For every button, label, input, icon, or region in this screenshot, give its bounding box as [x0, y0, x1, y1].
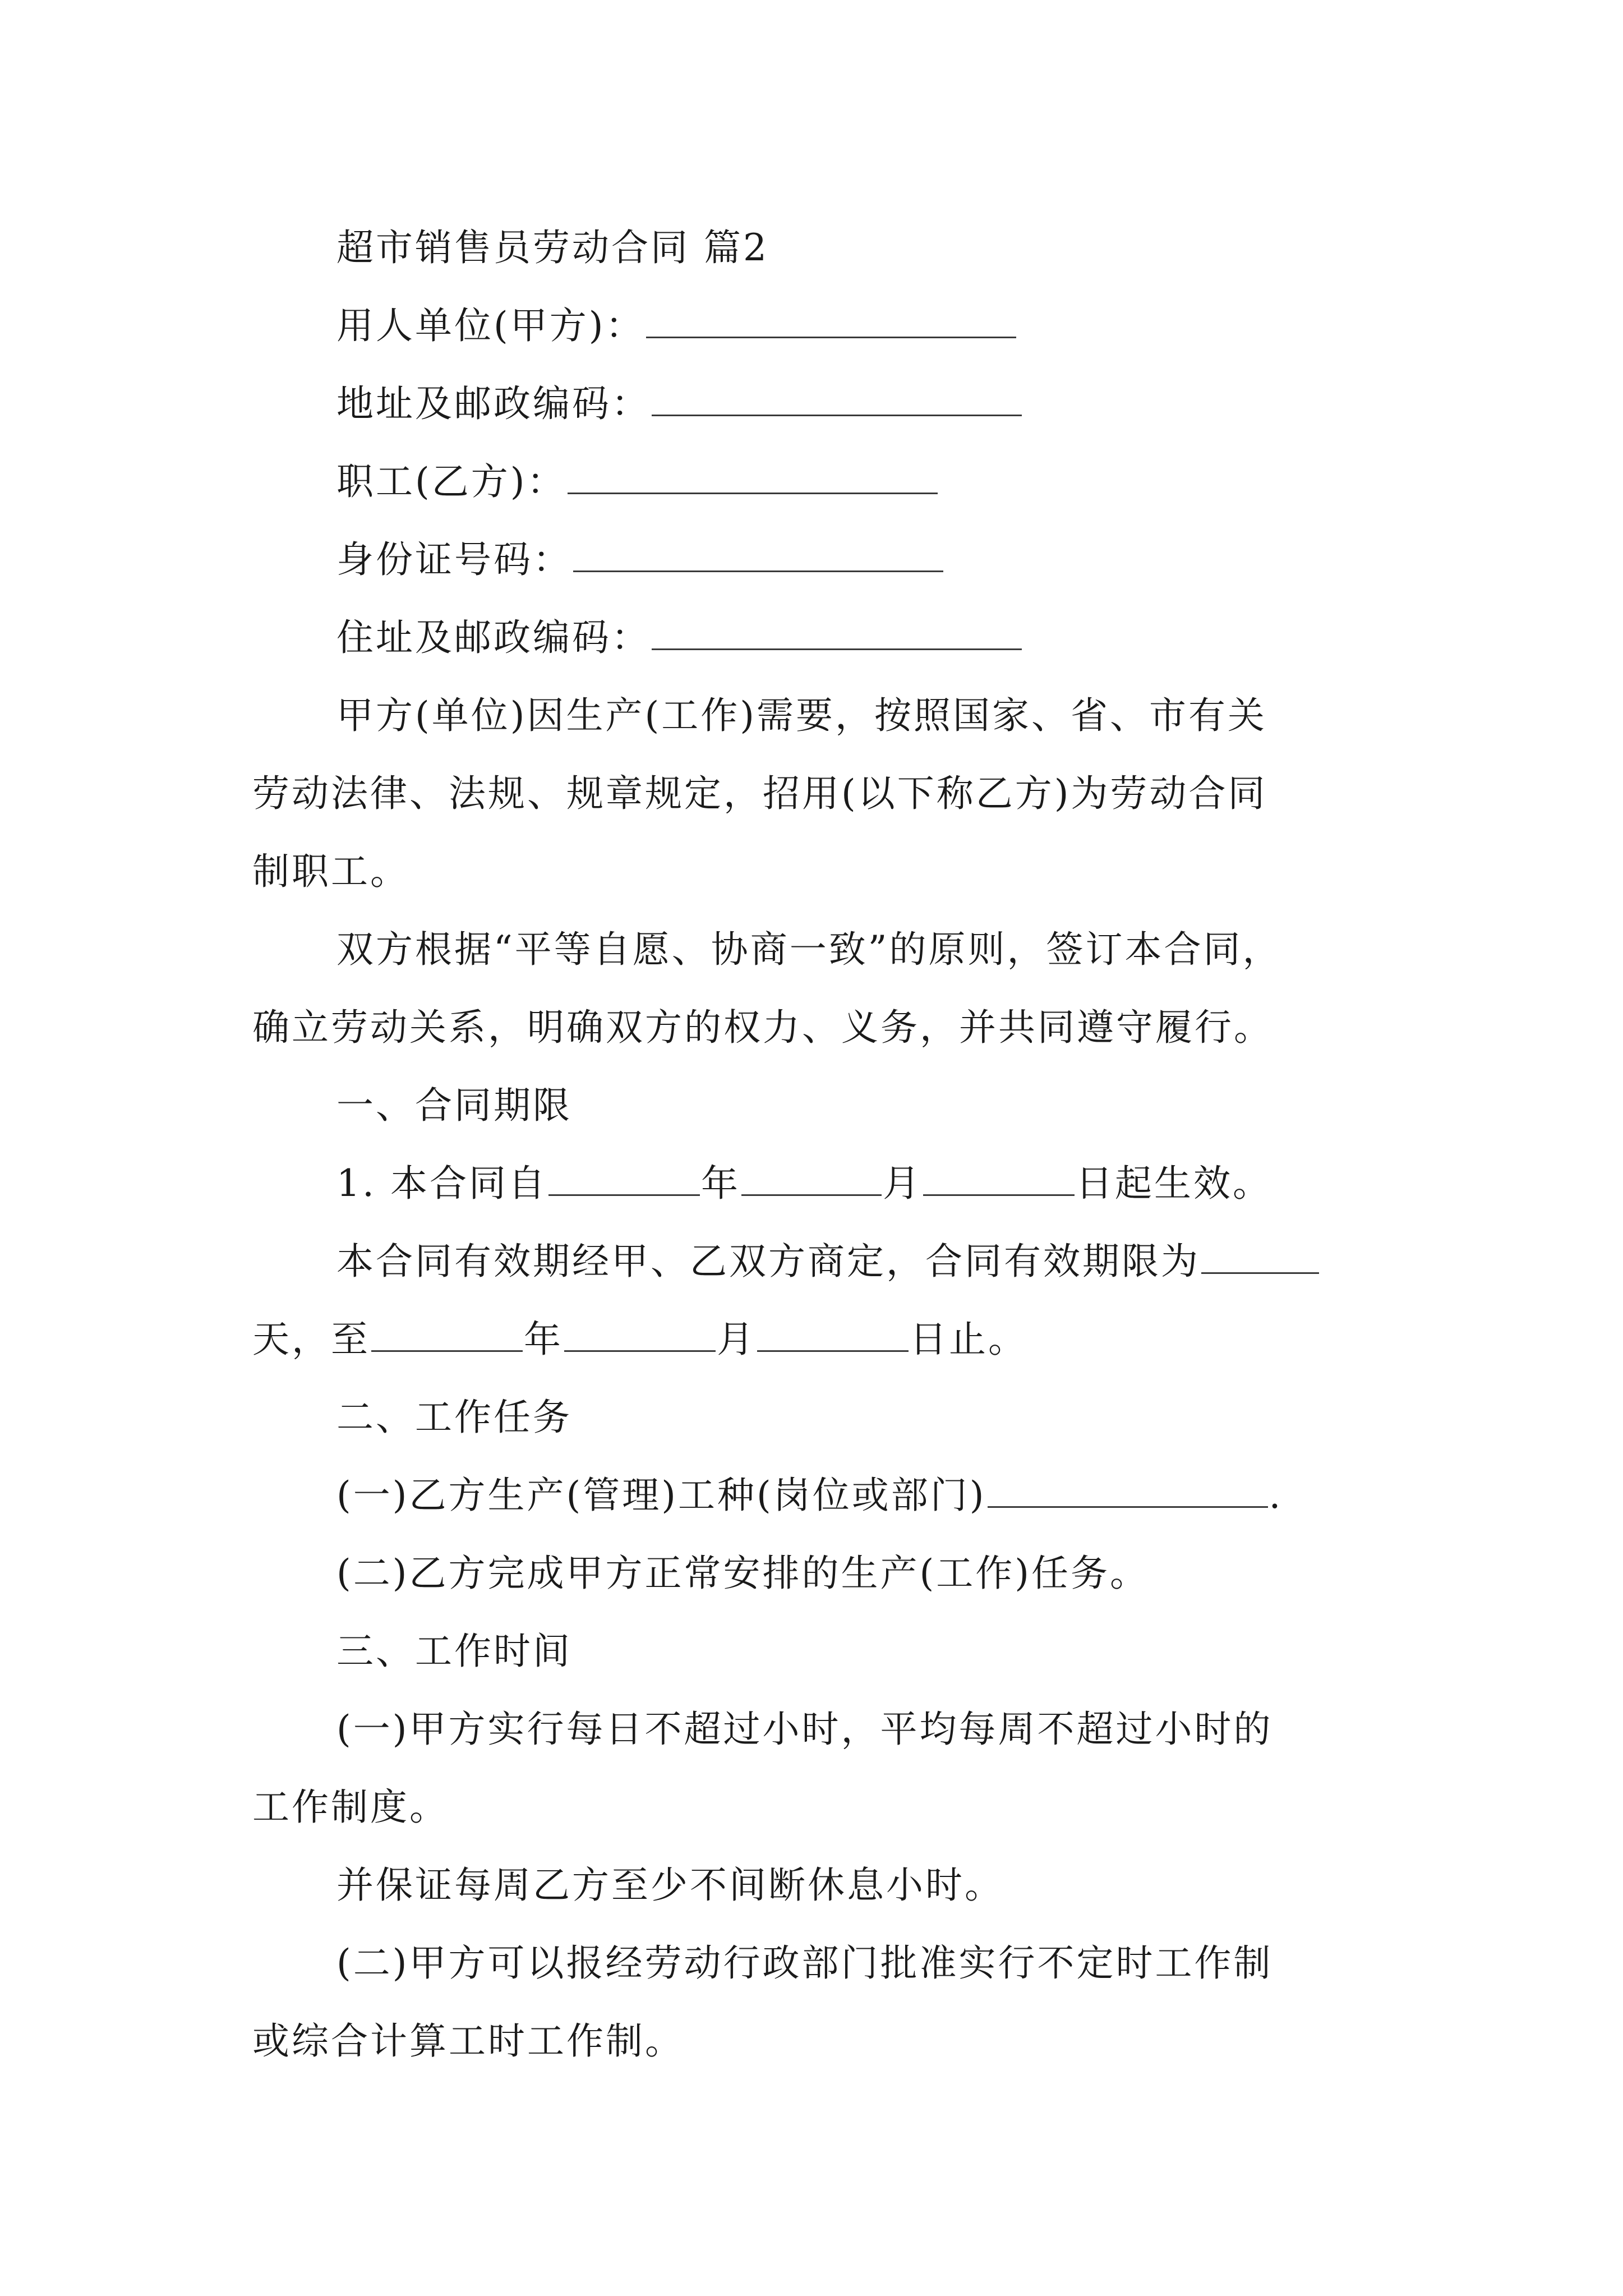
term-length-blank[interactable]: [1201, 1240, 1319, 1274]
term-end-line: [252, 1300, 1380, 1378]
principle-paragraph-line: 确立劳动关系，明确双方的权力、义务，并共同遵守履行。: [252, 1006, 1273, 1049]
effective-date-line: [252, 1144, 1380, 1222]
work-hours-line: (一)甲方实行每日不超过小时，平均每周不超过小时的: [336, 1708, 1273, 1751]
employee-field: [252, 443, 1380, 521]
year-label: 年: [524, 1318, 563, 1361]
job-type-line: [252, 1456, 1380, 1534]
intro-paragraph-line: 制职工。: [252, 850, 409, 893]
employer-blank[interactable]: [646, 304, 1016, 338]
job-type-text: (一)乙方生产(管理)工种(岗位或部门): [336, 1474, 986, 1517]
section-heading-contract-term: 一、合同期限: [336, 1084, 572, 1127]
intro-paragraph-line: 甲方(单位)因生产(工作)需要，按照国家、省、市有关: [336, 694, 1267, 737]
work-hours-line: 工作制度。: [252, 1786, 449, 1829]
term-line: [252, 1222, 1380, 1300]
term-end-text: 天，至: [252, 1318, 370, 1361]
period: .: [1269, 1474, 1283, 1517]
employee-blank[interactable]: [568, 460, 938, 494]
employer-address-field: [252, 365, 1380, 443]
term-text: 本合同有效期经甲、乙双方商定，合同有效期限为: [336, 1240, 1200, 1283]
intro-paragraph-line: 劳动法律、法规、规章规定，招用(以下称乙方)为劳动合同: [252, 772, 1267, 815]
day-label: 日起生效。: [1075, 1162, 1272, 1205]
end-month-blank[interactable]: [564, 1318, 716, 1352]
end-year-blank[interactable]: [371, 1318, 523, 1352]
section-heading-work-task: 二、工作任务: [336, 1396, 572, 1439]
id-number-blank[interactable]: [573, 538, 943, 572]
flexible-hours-line: 或综合计算工时工作制。: [252, 2019, 684, 2063]
employer-field: [252, 287, 1380, 365]
effective-day-blank[interactable]: [923, 1162, 1075, 1196]
task-line: (二)乙方完成甲方正常安排的生产(工作)任务。: [336, 1552, 1149, 1595]
employee-label: 职工(乙方)：: [336, 460, 566, 503]
year-label: 年: [700, 1162, 740, 1205]
id-number-field: [252, 521, 1380, 599]
effective-date-text: 1. 本合同自: [336, 1162, 547, 1205]
month-label: 月: [717, 1318, 756, 1361]
day-label: 日止。: [910, 1318, 1027, 1361]
document-title: 超市销售员劳动合同 篇2: [336, 226, 769, 269]
job-type-blank[interactable]: [988, 1474, 1268, 1508]
id-number-label: 身份证号码：: [336, 538, 572, 581]
end-day-blank[interactable]: [757, 1318, 909, 1352]
effective-year-blank[interactable]: [548, 1162, 700, 1196]
principle-paragraph-line: 双方根据“平等自愿、协商一致”的原则，签订本合同，: [336, 928, 1282, 971]
employer-address-blank[interactable]: [652, 382, 1022, 416]
employee-address-field: [252, 599, 1380, 677]
employee-address-blank[interactable]: [652, 616, 1022, 650]
employee-address-label: 住址及邮政编码：: [336, 616, 651, 659]
employer-label: 用人单位(甲方)：: [336, 304, 645, 347]
month-label: 月: [882, 1162, 922, 1205]
rest-line: 并保证每周乙方至少不间断休息小时。: [336, 1864, 1004, 1907]
document-body: [252, 209, 1380, 2080]
flexible-hours-line: (二)甲方可以报经劳动行政部门批准实行不定时工作制: [336, 1941, 1273, 1985]
effective-month-blank[interactable]: [741, 1162, 882, 1196]
section-heading-work-time: 三、工作时间: [336, 1630, 572, 1673]
employer-address-label: 地址及邮政编码：: [336, 382, 651, 425]
